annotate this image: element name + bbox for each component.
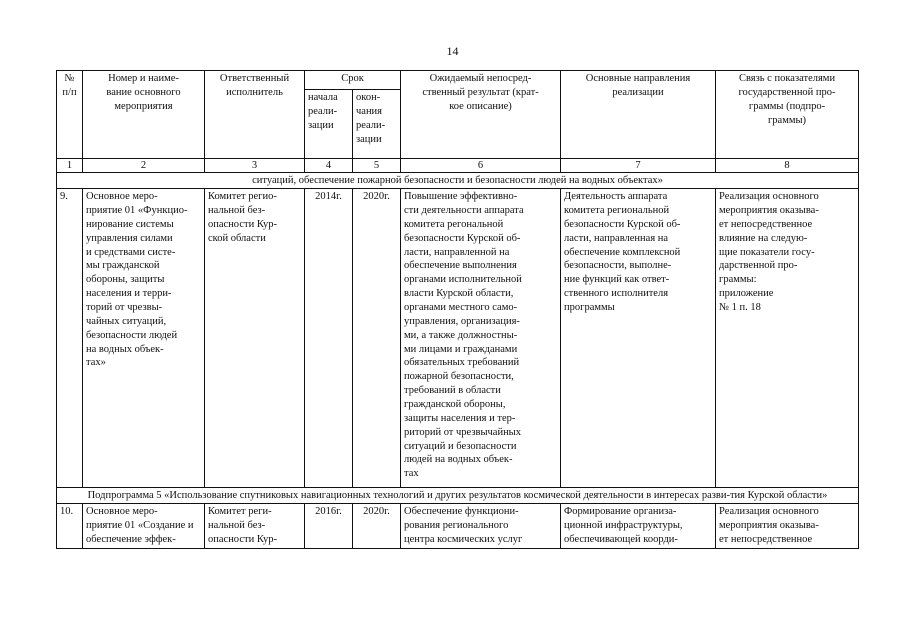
text-line: обеспечение эффек- xyxy=(86,533,176,545)
section-continuation: ситуаций, обеспечение пожарной безопасности и безопасности людей на водных объектах» xyxy=(57,173,859,189)
text-line: Повышение эффективно- xyxy=(404,191,518,203)
header-no xyxy=(57,71,83,159)
text-line: мероприятия оказыва- xyxy=(719,520,819,532)
text-line: окон- xyxy=(356,92,381,103)
text-line: Основное меро- xyxy=(86,191,158,203)
indicator-link xyxy=(716,189,859,488)
header-executor xyxy=(205,71,305,159)
main-directions xyxy=(561,189,716,488)
text-line: безопасности, выполне- xyxy=(564,260,672,272)
text-line: чания xyxy=(356,105,383,117)
text-line: обеспечение комплексной xyxy=(564,246,681,258)
text-line: дарственной про- xyxy=(719,260,798,272)
text-line: органами исполнительной xyxy=(404,274,522,286)
text-line: реализации xyxy=(612,86,664,98)
text-line: № 1 п. 18 xyxy=(719,302,761,314)
text-line: приятие 01 «Функцио- xyxy=(86,205,188,216)
indicator-link xyxy=(716,504,859,549)
subprogram-title: Подпрограмма 5 «Использование спутниковых навигационных технологий и других результатов космической деятельности в интересах разви-тия Курской области» xyxy=(57,488,859,504)
column-number: 5 xyxy=(353,159,401,173)
text-line: Комитет регио- xyxy=(208,191,277,203)
row-number: 10. xyxy=(57,504,83,549)
header-directions xyxy=(561,71,716,159)
text-line: людей на водных объек- xyxy=(404,454,513,466)
header-term: Срок xyxy=(305,71,401,90)
text-line: ласти, направленная на xyxy=(564,232,669,244)
text-line: Основное меро- xyxy=(86,506,158,518)
text-line: ственный результат (крат- xyxy=(422,86,539,98)
text-line: опасности Кур- xyxy=(208,218,278,230)
text-line: Ответственный xyxy=(219,73,290,84)
text-line: органами местного само- xyxy=(404,302,518,314)
text-line: требований в области xyxy=(404,385,501,397)
header-name xyxy=(83,71,205,159)
text-line: Ожидаемый непосред- xyxy=(429,73,532,84)
text-line: Деятельность аппарата xyxy=(564,191,668,203)
text-line: безопасности Курской об- xyxy=(404,232,521,244)
end-year: 2020г. xyxy=(353,504,401,549)
subprogram-row xyxy=(57,488,859,504)
text-line: чайных ситуаций, xyxy=(86,315,167,327)
column-number: 2 xyxy=(83,159,205,173)
start-year: 2014г. xyxy=(305,189,353,488)
text-line: исполнитель xyxy=(226,86,283,98)
header-link xyxy=(716,71,859,159)
text-line: Связь с показателями xyxy=(738,73,836,84)
text-line: № xyxy=(64,73,75,84)
column-number: 8 xyxy=(716,159,859,173)
text-line: реали- xyxy=(308,105,338,117)
header-start xyxy=(305,90,353,159)
text-line: мероприятия xyxy=(114,100,173,112)
text-line: ми лицами и гражданами xyxy=(404,343,518,355)
text-line: обязательных требований xyxy=(404,357,520,369)
executor xyxy=(205,189,305,488)
start-year: 2016г. xyxy=(305,504,353,549)
text-line: ет непосредственное xyxy=(719,533,813,545)
table-row xyxy=(57,504,859,549)
row-number: 9. xyxy=(57,189,83,488)
executor xyxy=(205,504,305,549)
text-line: защиты населения и тер- xyxy=(404,412,516,424)
text-line: обеспечение выполнения xyxy=(404,260,517,272)
text-line: рования регионального xyxy=(404,520,509,532)
text-line: граммы (подпро- xyxy=(748,100,826,112)
text-line: приложение xyxy=(719,288,774,300)
text-line: Реализация основного xyxy=(719,191,819,203)
text-line: комитета регональной xyxy=(404,218,504,230)
text-line: граммы: xyxy=(719,274,757,286)
page-number: 14 xyxy=(446,44,459,58)
table-row xyxy=(57,189,859,488)
text-line: вание основного xyxy=(106,86,181,98)
text-line: мы гражданской xyxy=(86,260,160,272)
text-line: безопасности Курской об- xyxy=(564,218,681,230)
header-result xyxy=(401,71,561,159)
text-line: комитета региональной xyxy=(564,205,670,216)
text-line: опасности Кур- xyxy=(208,533,278,545)
column-number: 1 xyxy=(57,159,83,173)
column-number: 6 xyxy=(401,159,561,173)
end-year: 2020г. xyxy=(353,189,401,488)
text-line: зации xyxy=(356,133,382,145)
text-line: гражданской обороны, xyxy=(404,399,506,411)
text-line: кое описание) xyxy=(449,100,512,112)
text-line: власти Курской области, xyxy=(404,288,514,300)
text-line: сти деятельности аппарата xyxy=(404,205,524,216)
main-directions xyxy=(561,504,716,549)
section-continuation-row xyxy=(57,173,859,189)
text-line: ственного исполнителя xyxy=(564,288,669,300)
measures-table xyxy=(56,70,859,549)
text-line: нальной без- xyxy=(208,520,266,532)
text-line: Обеспечение функциони- xyxy=(404,506,519,518)
text-line: ние функций как ответ- xyxy=(564,274,670,286)
text-line: обороны, защиты xyxy=(86,274,165,286)
text-line: центра космических услуг xyxy=(404,533,523,545)
text-line: риторий от чрезвычайных xyxy=(404,426,521,438)
text-line: управления силами xyxy=(86,232,173,244)
text-line: тах xyxy=(404,468,419,480)
text-line: п/п xyxy=(62,86,77,98)
column-number: 3 xyxy=(205,159,305,173)
text-line: ской области xyxy=(208,232,266,244)
text-line: мероприятия оказыва- xyxy=(719,205,819,216)
text-line: населения и терри- xyxy=(86,288,172,300)
text-line: обеспечивающей коорди- xyxy=(564,533,678,545)
text-line: Комитет реги- xyxy=(208,506,272,518)
text-line: пожарной безопасности, xyxy=(404,371,514,383)
text-line: тах» xyxy=(86,357,106,369)
text-line: управления, организация- xyxy=(404,315,520,327)
text-line: реали- xyxy=(356,119,386,131)
text-line: приятие 01 «Создание и xyxy=(86,520,194,532)
text-line: программы xyxy=(564,302,615,314)
expected-result xyxy=(401,189,561,488)
text-line: зации xyxy=(308,119,334,131)
text-line: ласти, направленной на xyxy=(404,246,510,258)
text-line: влияние на следую- xyxy=(719,232,808,244)
text-line: ционной инфраструктуры, xyxy=(564,520,683,532)
text-line: ет непосредственное xyxy=(719,218,813,230)
text-line: Основные направления xyxy=(585,73,691,84)
text-line: торий от чрезвы- xyxy=(86,302,163,314)
header-end xyxy=(353,90,401,159)
text-line: Номер и наиме- xyxy=(108,73,179,84)
column-number: 4 xyxy=(305,159,353,173)
expected-result xyxy=(401,504,561,549)
text-line: нальной без- xyxy=(208,205,266,216)
measure-name xyxy=(83,189,205,488)
text-line: нирование системы xyxy=(86,218,174,230)
text-line: граммы) xyxy=(767,114,807,126)
column-number: 7 xyxy=(561,159,716,173)
text-line: ми, а также должностны- xyxy=(404,329,518,341)
text-line: начала xyxy=(308,92,338,103)
text-line: и средствами систе- xyxy=(86,246,176,258)
text-line: государственной про- xyxy=(738,86,836,98)
text-line: щие показатели госу- xyxy=(719,246,815,258)
column-numbers-row xyxy=(57,159,859,173)
text-line: Реализация основного xyxy=(719,506,819,518)
measure-name xyxy=(83,504,205,549)
text-line: Формирование организа- xyxy=(564,506,677,518)
text-line: безопасности людей xyxy=(86,329,178,341)
header-row xyxy=(57,71,859,90)
text-line: ситуаций и безопасности xyxy=(404,440,517,452)
text-line: на водных объек- xyxy=(86,343,164,355)
